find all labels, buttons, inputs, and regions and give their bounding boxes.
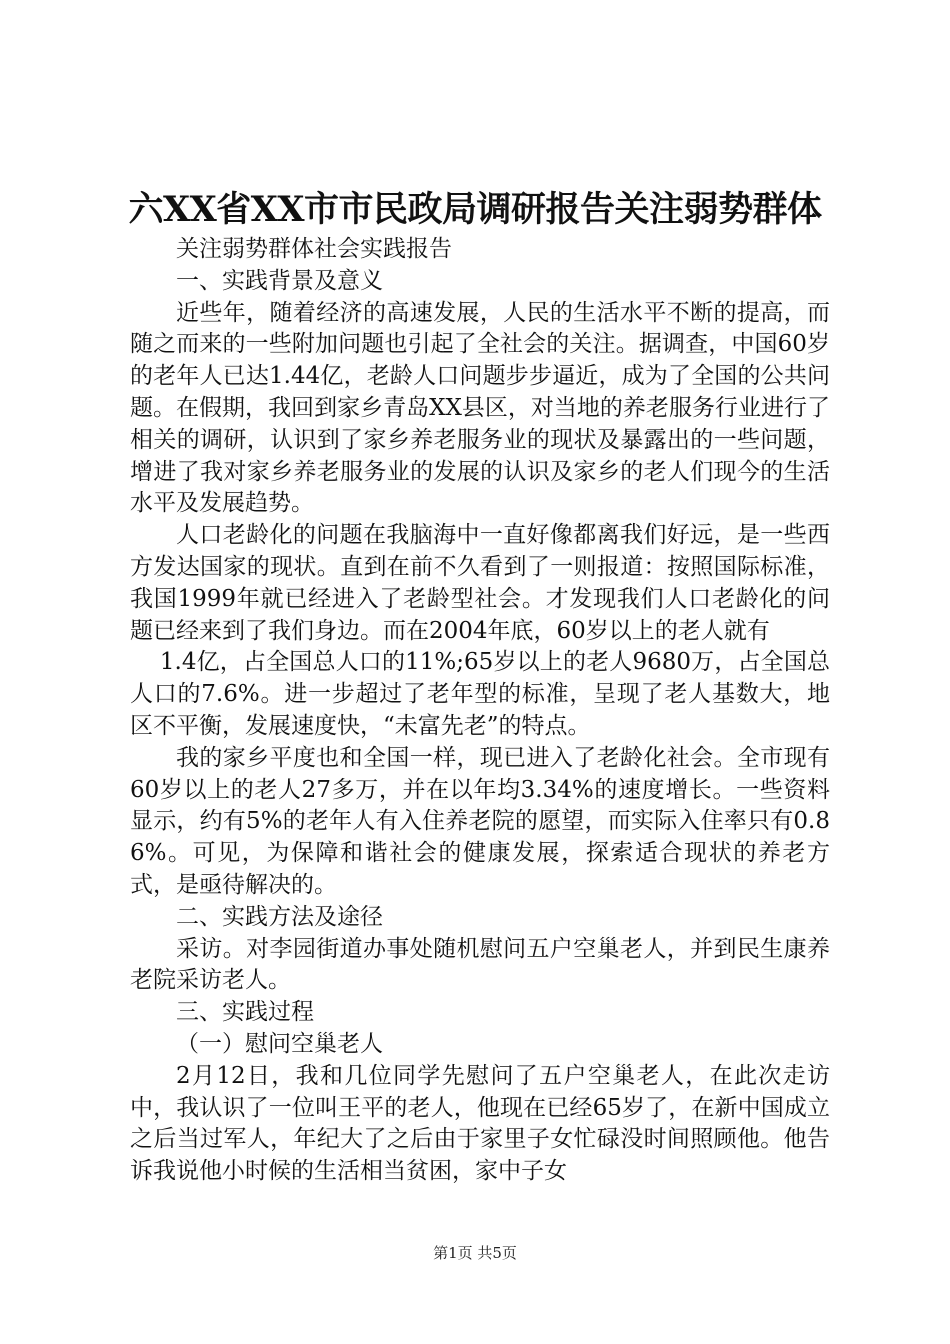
body-paragraph: 近些年，随着经济的高速发展，人民的生活水平不断的提高，而随之而来的一些附加问题也引起了全社会的关注。据调查，中国60岁的老年人已达1.44亿，老龄人口问题步步逼近，成为了全国的公共问题。在假期，我回到家乡青岛XX县区，对当地的养老服务行业进行了相关的调研，认识到了家乡养老服务业的现状及暴露出的一些问题，增进了我对家乡养老服务业的发展的认识及家乡的老人们现今的生活水平及发展趋势。	[130, 299, 830, 517]
section-heading-1: 一、实践背景及意义	[176, 267, 383, 294]
document-title: 六XX省XX市市民政局调研报告关注弱势群体	[128, 189, 822, 230]
subsection-heading: （一）慰问空巢老人	[176, 1030, 383, 1057]
body-paragraph: 2月12日，我和几位同学先慰问了五户空巢老人，在此次走访中，我认识了一位叫王平的老人，他现在已经65岁了，在新中国成立之后当过军人，年纪大了之后由于家里子女忙碌没时间照顾他。他告诉我说他小时候的生活相当贫困，家中子女	[130, 1062, 830, 1185]
section-heading-3: 三、实践过程	[176, 999, 314, 1026]
body-paragraph: 我的家乡平度也和全国一样，现已进入了老龄化社会。全市现有60岁以上的老人27多万，并在以年均3.34%的速度增长。一些资料显示，约有5%的老年人有入住养老院的愿望，而实际入住率只有0.86%。可见，为保障和谐社会的健康发展，探索适合现状的养老方式，是亟待解决的。	[130, 744, 830, 898]
subtitle-paragraph: 关注弱势群体社会实践报告	[176, 236, 452, 262]
body-paragraph: 1.4亿，占全国总人口的11%;65岁以上的老人9680万，占全国总人口的7.6%。进一步超过了老年型的标准，呈现了老人基数大，地区不平衡，发展速度快，“未富先老”的特点。	[130, 649, 830, 739]
body-paragraph: 人口老龄化的问题在我脑海中一直好像都离我们好远，是一些西方发达国家的现状。直到在前不久看到了一则报道：按照国际标准，我国1999年就已经进入了老龄型社会。才发现我们人口老龄化的问题已经来到了我们身边。而在2004年底，60岁以上的老人就有	[130, 522, 830, 644]
body-paragraph: 采访。对李园街道办事处随机慰问五户空巢老人，并到民生康养老院采访老人。	[130, 935, 830, 994]
section-heading-2: 二、实践方法及途径	[176, 903, 383, 930]
page-footer: 第1页 共5页	[433, 1244, 517, 1262]
document-body	[130, 234, 830, 1188]
